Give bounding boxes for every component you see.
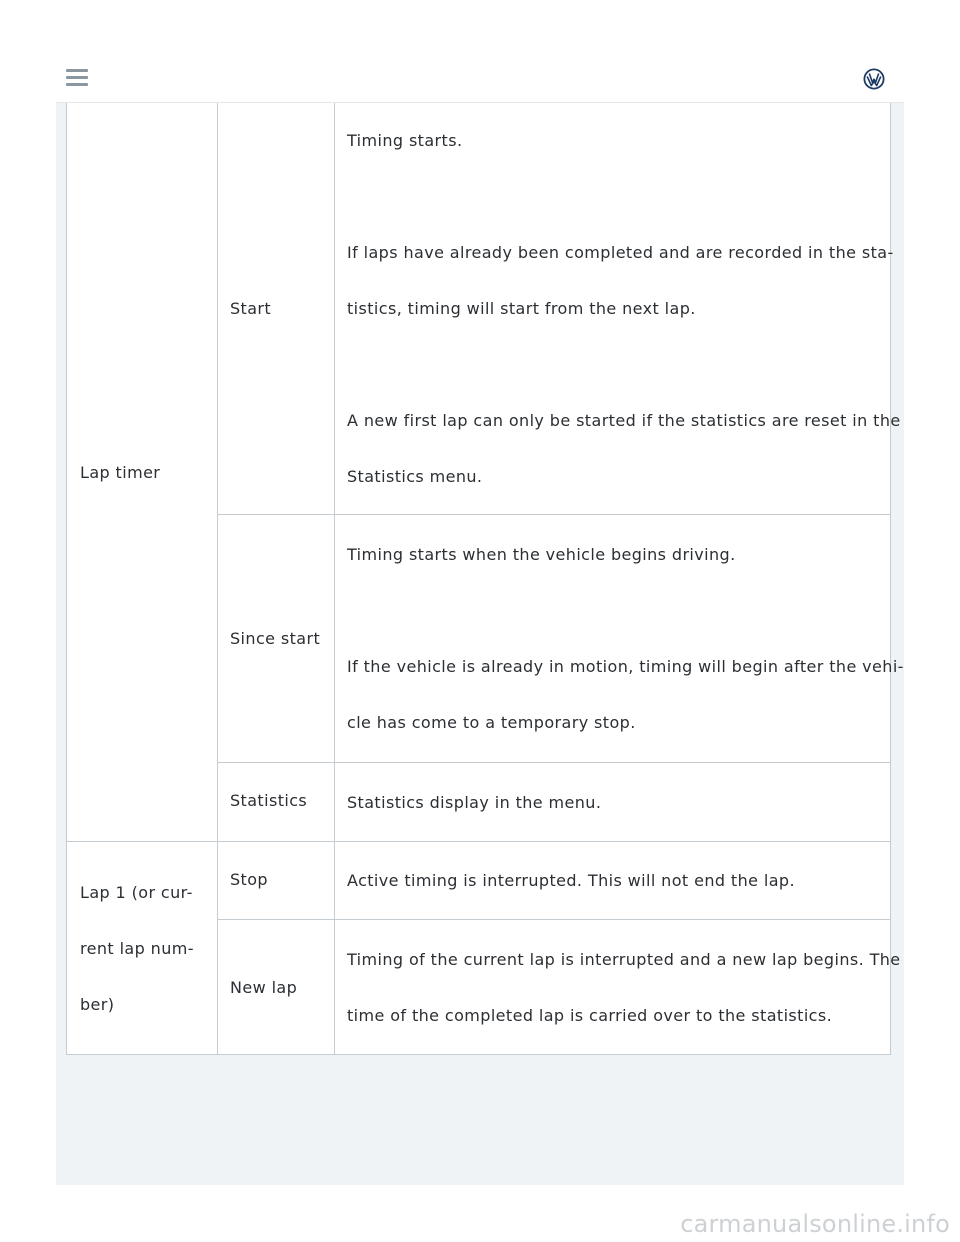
group-label-line: ber): [80, 994, 115, 1014]
description-line: Statistics display in the menu.: [347, 792, 602, 812]
vw-logo-icon[interactable]: [863, 68, 885, 90]
function-cell: Since start: [230, 629, 321, 648]
description-cell: [347, 920, 901, 1055]
description-cell: [347, 515, 904, 763]
function-cell: Statistics: [230, 791, 308, 810]
group-label-line: rent lap num-: [80, 938, 194, 958]
description-line: If laps have already been completed and are recorded in the sta-: [347, 243, 894, 262]
description-cell: [347, 103, 901, 515]
page-area: [56, 103, 904, 1185]
watermark: carmanualsonline.info: [680, 1210, 950, 1238]
function-cell: New lap: [230, 977, 298, 997]
column-divider: [334, 103, 335, 1055]
description-line: Timing starts.: [347, 131, 463, 150]
description-cell: [347, 763, 880, 842]
group-label-line: Lap timer: [80, 462, 161, 482]
description-line: If the vehicle is already in motion, timing will begin after the vehi-: [347, 657, 904, 676]
column-divider: [217, 103, 218, 1055]
hamburger-menu-icon[interactable]: [66, 69, 88, 85]
description-cell: [347, 842, 880, 920]
description-line: Timing starts when the vehicle begins driving.: [347, 545, 736, 564]
top-bar: [56, 54, 904, 103]
group-label-cell: [80, 881, 211, 1017]
function-cell: Stop: [230, 870, 268, 889]
description-line: Timing of the current lap is interrupted and a new lap begins. The: [347, 949, 901, 969]
description-line: cle has come to a temporary stop.: [347, 713, 636, 732]
group-label-cell: [80, 461, 211, 485]
description-line: time of the completed lap is carried over to the statistics.: [347, 1005, 833, 1025]
description-line: A new first lap can only be started if the statistics are reset in the: [347, 411, 901, 430]
table-border-left: [66, 103, 67, 1055]
description-line: Statistics menu.: [347, 467, 483, 486]
function-cell: Start: [230, 299, 272, 318]
description-line: tistics, timing will start from the next lap.: [347, 299, 696, 318]
description-line: Active timing is interrupted. This will not end the lap.: [347, 871, 795, 890]
group-label-line: Lap 1 (or cur-: [80, 882, 193, 902]
lap-timer-table: [66, 103, 904, 1055]
